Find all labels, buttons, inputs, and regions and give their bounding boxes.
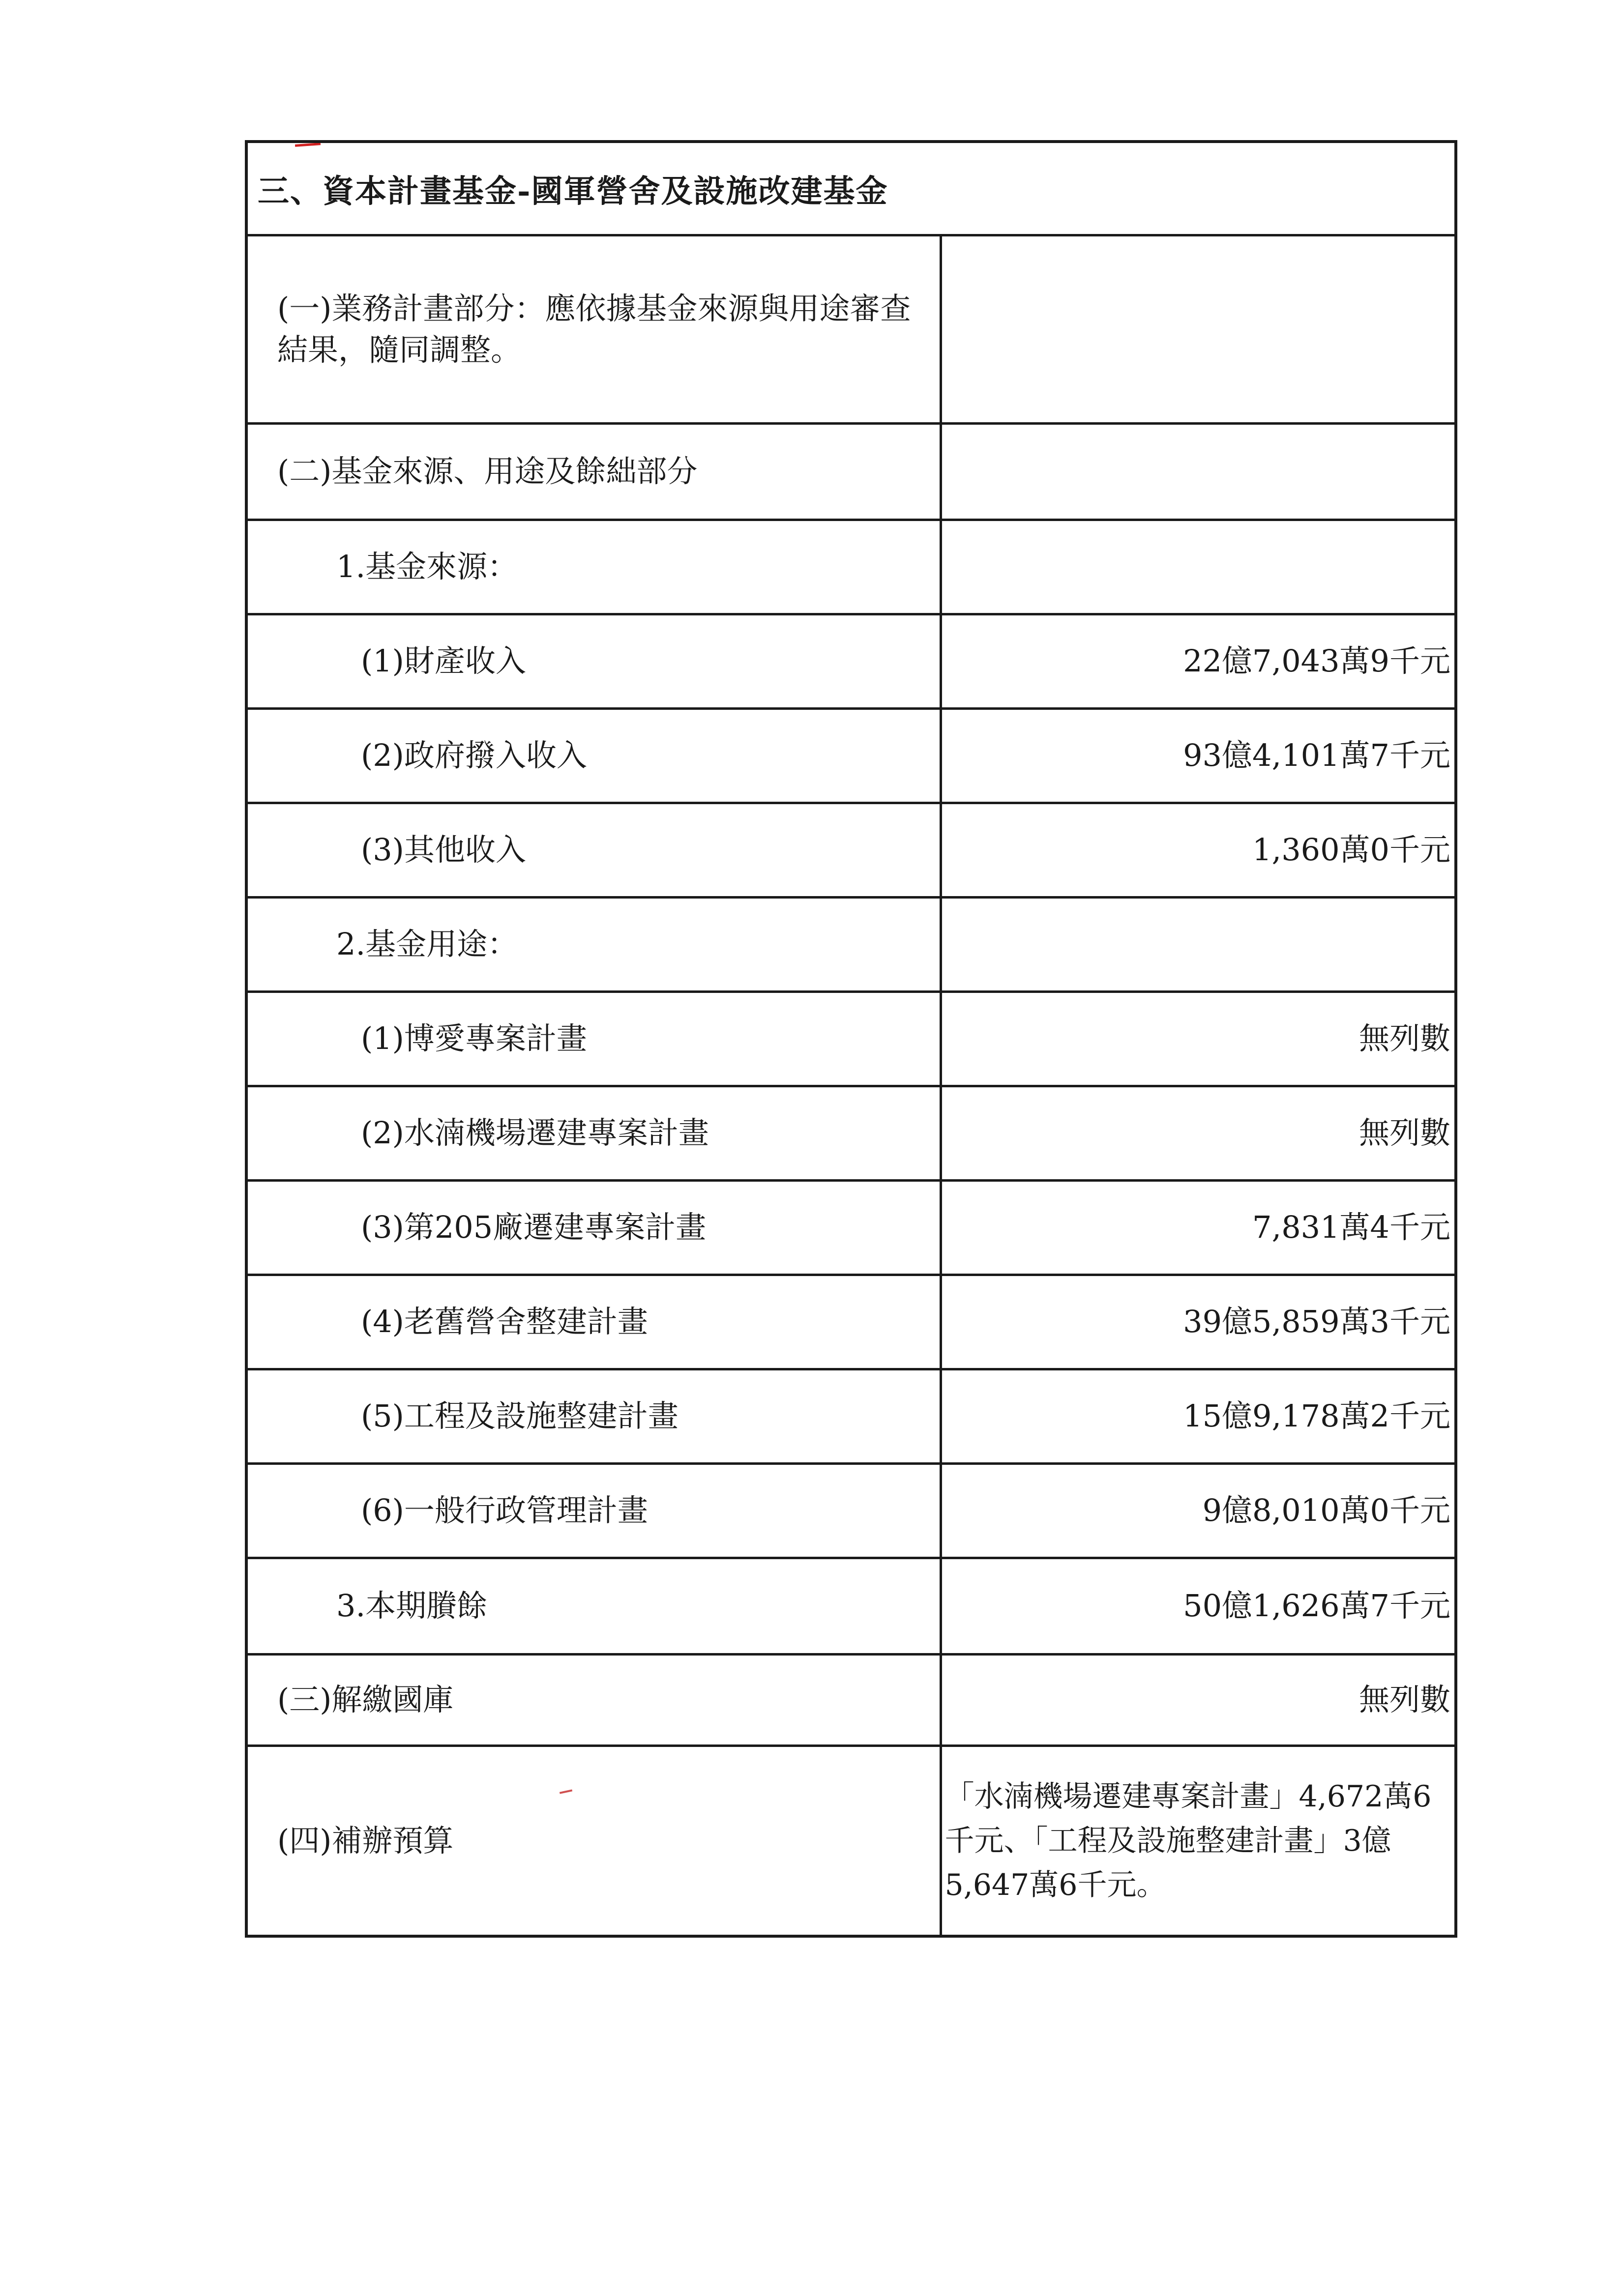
row-label: (4)老舊營舍整建計畫 (248, 1275, 941, 1369)
table-row (248, 1275, 1454, 1369)
table-row (248, 991, 1454, 1086)
row-label: (1)博愛專案計畫 (248, 991, 941, 1086)
row-label: (三)解繳國庫 (248, 1654, 941, 1745)
table-row (248, 1745, 1454, 1935)
row-value (941, 423, 1454, 520)
row-value: 7,831萬4千元 (941, 1180, 1454, 1275)
row-label: (1)財產收入 (248, 614, 941, 708)
table-row (248, 1654, 1454, 1745)
row-label: (2)政府撥入收入 (248, 708, 941, 803)
table-row (248, 1180, 1454, 1275)
row-value: 「水湳機場遷建專案計畫」4,672萬6千元、「工程及設施整建計畫」3億5,647萬6千元。 (941, 1745, 1454, 1935)
table-title: 三、資本計畫基金-國軍營舍及設施改建基金 (248, 143, 1454, 236)
row-label: (3)第205廠遷建專案計畫 (248, 1180, 941, 1275)
table-row (248, 1369, 1454, 1463)
row-value (941, 897, 1454, 991)
row-value: 22億7,043萬9千元 (941, 614, 1454, 708)
row-label: 2.基金用途： (248, 897, 941, 991)
table-row (248, 1558, 1454, 1654)
table-row (248, 897, 1454, 991)
row-label: 3.本期賸餘 (248, 1558, 941, 1654)
row-label: (四)補辦預算 (248, 1745, 941, 1935)
row-value: 無列數 (941, 1086, 1454, 1180)
budget-table (245, 140, 1457, 1938)
row-label: (二)基金來源、用途及餘絀部分 (248, 423, 941, 520)
row-value: 50億1,626萬7千元 (941, 1558, 1454, 1654)
table-row (248, 236, 1454, 423)
budget-rows (248, 236, 1454, 1935)
row-value: 39億5,859萬3千元 (941, 1275, 1454, 1369)
row-value (941, 236, 1454, 423)
row-label: (2)水湳機場遷建專案計畫 (248, 1086, 941, 1180)
table-row (248, 1086, 1454, 1180)
row-value: 93億4,101萬7千元 (941, 708, 1454, 803)
row-value: 15億9,178萬2千元 (941, 1369, 1454, 1463)
table-row (248, 803, 1454, 897)
row-value (941, 520, 1454, 614)
table-row (248, 520, 1454, 614)
row-value: 無列數 (941, 991, 1454, 1086)
row-label: (3)其他收入 (248, 803, 941, 897)
row-value: 9億8,010萬0千元 (941, 1463, 1454, 1558)
row-label: (5)工程及設施整建計畫 (248, 1369, 941, 1463)
row-label: (6)一般行政管理計畫 (248, 1463, 941, 1558)
row-label: 1.基金來源： (248, 520, 941, 614)
row-label: (一)業務計畫部分：應依據基金來源與用途審查結果，隨同調整。 (248, 236, 941, 423)
table-row (248, 708, 1454, 803)
table-row (248, 1463, 1454, 1558)
row-value: 1,360萬0千元 (941, 803, 1454, 897)
row-value: 無列數 (941, 1654, 1454, 1745)
table-row (248, 423, 1454, 520)
table-row (248, 614, 1454, 708)
